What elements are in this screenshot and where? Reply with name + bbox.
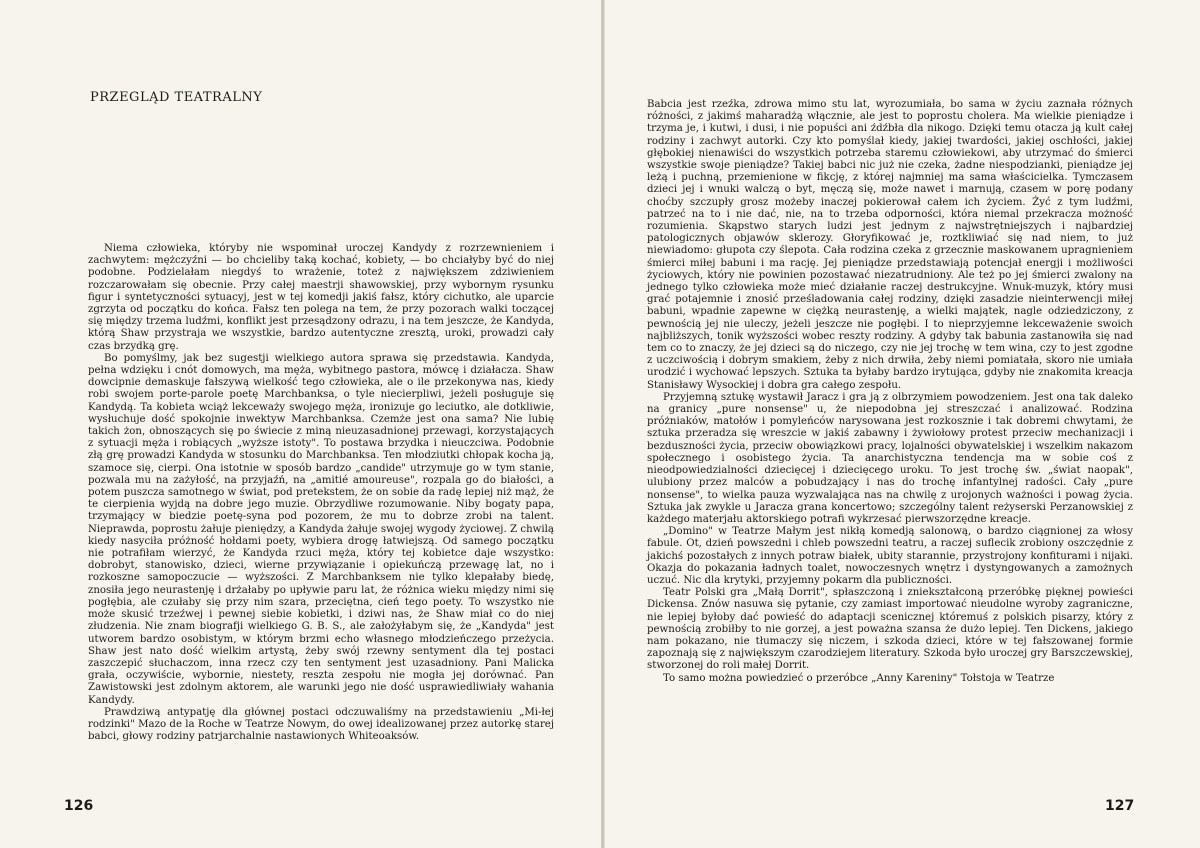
- page-number-right: 127: [1105, 798, 1135, 814]
- paragraph: Bo pomyślmy, jak bez sugestji wielkiego autora sprawa się przedstawia. Kandyda, pełna wdzięku i cnót domowych, ma męża, wybitnego pastora, mówcę i działacza. Shaw dowcipnie demaskuje fałszywą wielkość tego człowieka, ale o ile przekonywa nas, kiedy robi swojem porte-parole poetę Marchbanksa, o tyle niecierpliwi, jeżeli posługuje się Kandydą. Ta kobieta wciąż lekceważy swojego męża, ironizuje go leciutko, ale dotkliwie, wysłuchuje dość spokojnie inwektyw Marchbanksa. Czemże jest ona sama? Nie lubię takich żon, obnoszących się po świecie z miną nieuzasadnionej przewagi, korzystających z sytuacji męża i robiących „wyższe istoty". To postawa brzydka i nieuczciwa. Podobnie złą grę prowadzi Kandyda w stosunku do Marchbanksa. Ten młodziutki chłopak kocha ją, szamoce się, cierpi. Ona istotnie w sposób bardzo „candide" utrzymuje go w tym stanie, pozwala mu na zażyłość, na przyjaźń, na „amitié amoureuse", rozpala go do białości, a potem puszcza samotnego w świat, pod pretekstem, że on sobie da radę lepiej niż mąż, że te cierpienia wyjdą na dobre jego muzie. Obrzydliwe rozumowanie. Niby bogaty papa, trzymający w biedzie poetę-syna pod pozorem, że mu to dobrze zrobi na talent. Nieprawda, poprostu żałuje pieniędzy, a Kandyda żałuje swojej wygody życiowej. Z chwilą kiedy nasyciła próżność hołdami poety, wybiera drogę łatwiejszą. Od samego początku nie potrafiłam wierzyć, że Kandyda rzuci męża, który tej kobietce daje wszystko: dobrobyt, stanowisko, dzieci, wierne przywiązanie i opiekuńczą przewagę lat, no i rozkoszne samopoczucie — wyższości. Z Marchbanksem nie tylko klepałaby biedę, znosiła jego neurastenję i drżałaby po upływie paru lat, że różnica wieku między nimi się pogłębia, ale czułaby się przy nim szara, przeciętna, cień tego poety. To wszystko nie może skusić trzeźwej i pewnej siebie kobietki, i dziwi nas, że Shaw miał co do niej złudzenia. Nie znam biografji wielkiego G. B. S., ale założyłabym się, że „Kandyda" jest utworem bardzo osobistym, w którym brzmi echo własnego młodzieńczego przeżycia. Shaw jest nato dość wielkim artystą, żeby swój rzewny sentyment dla tej postaci zaszczepić słuchaczom, inna rzecz czy ten sentyment jest uzasadniony. Pani Malicka grała, oczywiście, wybornie, niestety, reszta zespołu nie mogła jej dorównać. Pan Zawistowski jest zdolnym aktorem, ale warunki jego nie dość usprawiedliwiały wahania Kandydy.: [88, 352, 554, 706]
- paragraph: „Domino" w Teatrze Małym jest nikłą komedją salonową, o bardzo ciągnionej za włosy fabule. Ot, dzień powszedni i chleb powszedni teatru, a raczej suflecik zrobiony oszczędnie z jakichś pozostałych z innych potraw białek, ubity starannie, przystrojony konfiturami i nijaki. Okazja do pokazania ładnych toalet, nowoczesnych wnętrz i dystyngowanych a zamożnych uczuć. Nic dla krytyki, przyjemny pokarm dla publiczności.: [647, 526, 1133, 586]
- paragraph: Teatr Polski gra „Małą Dorrit", spłaszczoną i zniekształconą przeróbkę pięknej powieści Dickensa. Znów nasuwa się pytanie, czy zamiast importować nieudolne wyroby zagraniczne, nie lepiej byłoby dać powieść do adaptacji scenicznej któremuś z polskich pisarzy, który z pewnością zrobiłby to nie gorzej, a jest poważna szansa że dużo lepiej. Ten Dickens, jakiego nam pokazano, nie tłumaczy się niczem, i szkoda dzieci, które w tej fałszowanej formie zapoznają się z największym czarodziejem literatury. Szkoda było uroczej gry Barszczewskiej, stworzonej do roli małej Dorrit.: [647, 587, 1133, 672]
- paragraph: To samo można powiedzieć o przeróbce „Anny Kareniny" Tołstoja w Teatrze: [663, 672, 1055, 684]
- page-number-left: 126: [64, 798, 94, 814]
- paragraph: Niema człowieka, któryby nie wspominał uroczej Kandydy z rozrzewnieniem i zachwytem: mężczyźni — bo chcieliby taką kochać, kobiety, — bo chciałyby być do niej podobne. Podzielałam niegdyś to wrażenie, toteż z największem zdziwieniem rozczarowałam się obecnie. Przy całej maestrji shawowskiej, przy wybornym rysunku figur i syntetyczności sytuacyj, jest w tej komedji jakiś fałsz, który cichutko, ale uparcie zgrzyta od początku do końca. Fałsz ten polega na tem, że przy pozorach walki toczącej się między trzema ludźmi, konflikt jest przesądzony odrazu, i na tem jeszcze, że Kandyda, którą Shaw przystraja we wszystkie, bardzo autentyczne zresztą, uroki, prowadzi cały czas brzydką grę.: [88, 243, 554, 352]
- running-head: PRZEGLĄD TEATRALNY: [90, 90, 263, 105]
- left-text-column: [88, 243, 554, 743]
- right-text-column: [647, 99, 1133, 685]
- right-page: [605, 0, 1200, 848]
- paragraph: Prawdziwą antypatję dla głównej postaci odczuwaliśmy na przedstawieniu „Mi-łej rodzinki" Mazo de la Roche w Teatrze Nowym, do owej idealizowanej przez autorkę starej babci, głowy rodziny patrjarchalnie nastawionych Whiteoaksów.: [88, 706, 554, 743]
- paragraph: Przyjemną sztukę wystawił Jaracz i gra ją z olbrzymiem powodzeniem. Jest ona tak daleko na granicy „pure nonsense" u, że niepodobna jej streszczać i analizować. Rodzina próżniaków, matołów i pomyleńców narysowana jest rozkosznie i tak dobremi chwytami, że sztuka przeradza się wreszcie w jakiś zabawny i żywiołowy protest przeciw mechanizacji i bezduszności życia, przeciw obowiązkowi pracy, lojalności obywatelskiej i wszelkim nakazom społecznego i osobistego życia. Ta anarchistyczna tendencja ma w sobie coś z nieodpowiedzialności dziecięcej i dziecięcego uroku. To jest trochę św. „świat naopak", ulubiony przez malców a pobudzający i nas do trochę infantylnej radości. Cały „pure nonsense", to wielka pauza wyzwalająca nas na chwilę z urojonych ważności i powag życia. Sztuka jak zwykle u Jaracza grana koncertowo; szczególny talent reżyserski Perzanowskiej z każdego materjału aktorskiego potrafi wykrzesać pierwszorzędne kreacje.: [647, 391, 1133, 525]
- paragraph: Babcia jest rzeźka, zdrowa mimo stu lat, wyrozumiała, bo sama w życiu zaznała różnych różności, z jakimś maharadżą włącznie, ale jest to poprostu cholera. Ma wielkie pieniądze i trzyma je, i kutwi, i dusi, i nie popuści ani źdźbła dla nikogo. Dzięki temu otacza ją kult całej rodziny i zachwyt autorki. Czy kto pomyślał kiedy, jakiej twardości, jakiej oschłości, jakiej głębokiej nienawiści do wszystkich potrzeba staremu człowiekowi, aby utrzymać do śmierci wszystkie swoje pieniądze? Takiej babci nic już nie czeka, żadne niespodzianki, pieniądze jej leżą i puchną, przemienione w fikcję, z której najmniej ma sama właścicielka. Tymczasem dzieci jej i wnuki walczą o byt, męczą się, może nawet i marnują, czasem w porę podany choćby szczupły grosz możeby inaczej pokierował całem ich życiem. Żyć z tym ludźmi, patrzeć na to i nie dać, nie, na to trzeba odporności, która niemal przekracza możność rozumienia. Skąpstwo starych ludzi jest jednym z najwstrętniejszych i najbardziej patologicznych objawów sklerozy. Głoryfikować je, roztkliwiać się nad niem, to już niewiadomo: głupota czy ślepota. Cała rodzina czeka z grzecznie maskowanem upragnieniem śmierci miłej babuni i ma rację. Jej pieniądze przedstawiają potencjał energji i możliwości życiowych, który nie powinien pozostawać niezatrudniony. Ale też po jej śmierci zwalony na jednego tylko człowieka może mieć działanie raczej destrukcyjne. Wnuk-muzyk, który musi grać potajemnie i znosić prześladowania całej rodziny, dzięki zasadzie nieinterwencji miłej babuni, wpadnie zapewne w ciężką neurastenję, a wielki majątek, nagle odziedziczony, z pewnością jej nie uleczy, jeżeli jeszcze nie pogłębi. I to nieprzyjemne lekceważenie swoich najbliższych, tonik wyższości wobec reszty rodziny. A gdyby tak babunia zastanowiła się nad tem co to znaczy, że jej dzieci są do niczego, czy nie jej trochę w tem wina, czy to jest zgodne z uczciwością i dobrym smakiem, żeby z nich drwiła, żeby niemi pomiatała, skoro nie umiała urodzić i wychować lepszych. Sztuka ta byłaby bardzo irytująca, gdyby nie znakomita kreacja Stanisławy Wysockiej i dobra gra całego zespołu.: [647, 99, 1133, 391]
